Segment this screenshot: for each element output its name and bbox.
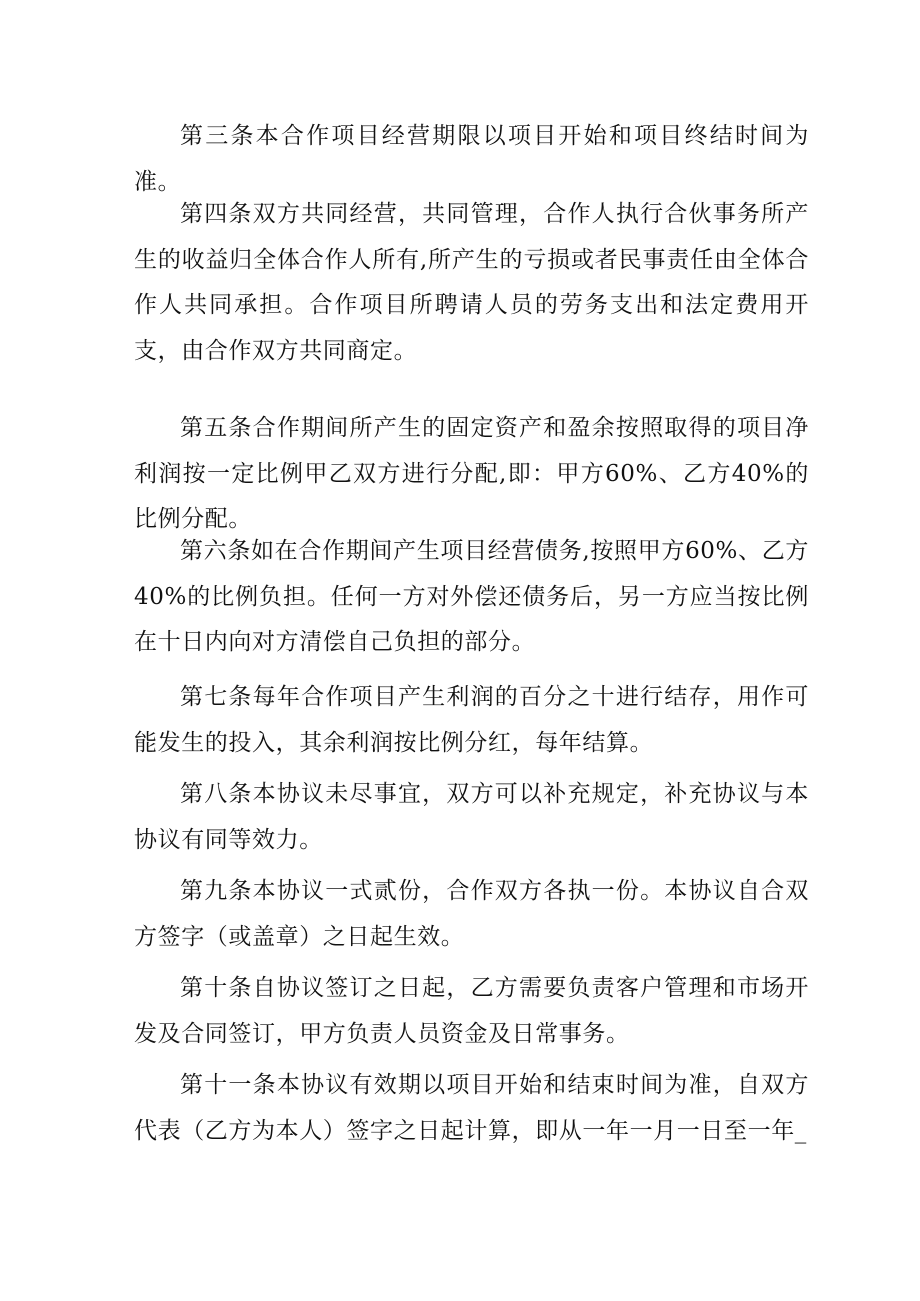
- article-8: 第八条本协议未尽事宜，双方可以补充规定，补充协议与本协议有同等效力。: [134, 781, 809, 853]
- article-3: 第三条本合作项目经营期限以项目开始和项目终结时间为准。: [134, 123, 809, 195]
- article-4: 第四条双方共同经营，共同管理，合作人执行合伙事务所产生的收益归全体合作人所有,所产生的亏损或者民事责任由全体合作人共同承担。合作项目所聘请人员的劳务支出和法定费用开支，由合作双方共同商定。: [134, 201, 809, 364]
- article-7: 第七条每年合作项目产生利润的百分之十进行结存，用作可能发生的投入，其余利润按比例分红，每年结算。: [134, 684, 809, 756]
- article-11: 第十一条本协议有效期以项目开始和结束时间为准，自双方代表（乙方为本人）签字之日起计算，即从一年一月一日至一年_: [134, 1072, 809, 1144]
- article-6: 第六条如在合作期间产生项目经营债务,按照甲方60%、乙方40%的比例负担。任何一方对外偿还债务后，另一方应当按比例在十日内向对方清偿自己负担的部分。: [134, 538, 809, 655]
- article-10: 第十条自协议签订之日起，乙方需要负责客户管理和市场开发及合同签订，甲方负责人员资金及日常事务。: [134, 975, 809, 1047]
- article-5: 第五条合作期间所产生的固定资产和盈余按照取得的项目净利润按一定比例甲乙双方进行分配,即：甲方60%、乙方40%的比例分配。: [134, 415, 809, 532]
- article-9: 第九条本协议一式贰份，合作双方各执一份。本协议自合双方签字（或盖章）之日起生效。: [134, 878, 809, 950]
